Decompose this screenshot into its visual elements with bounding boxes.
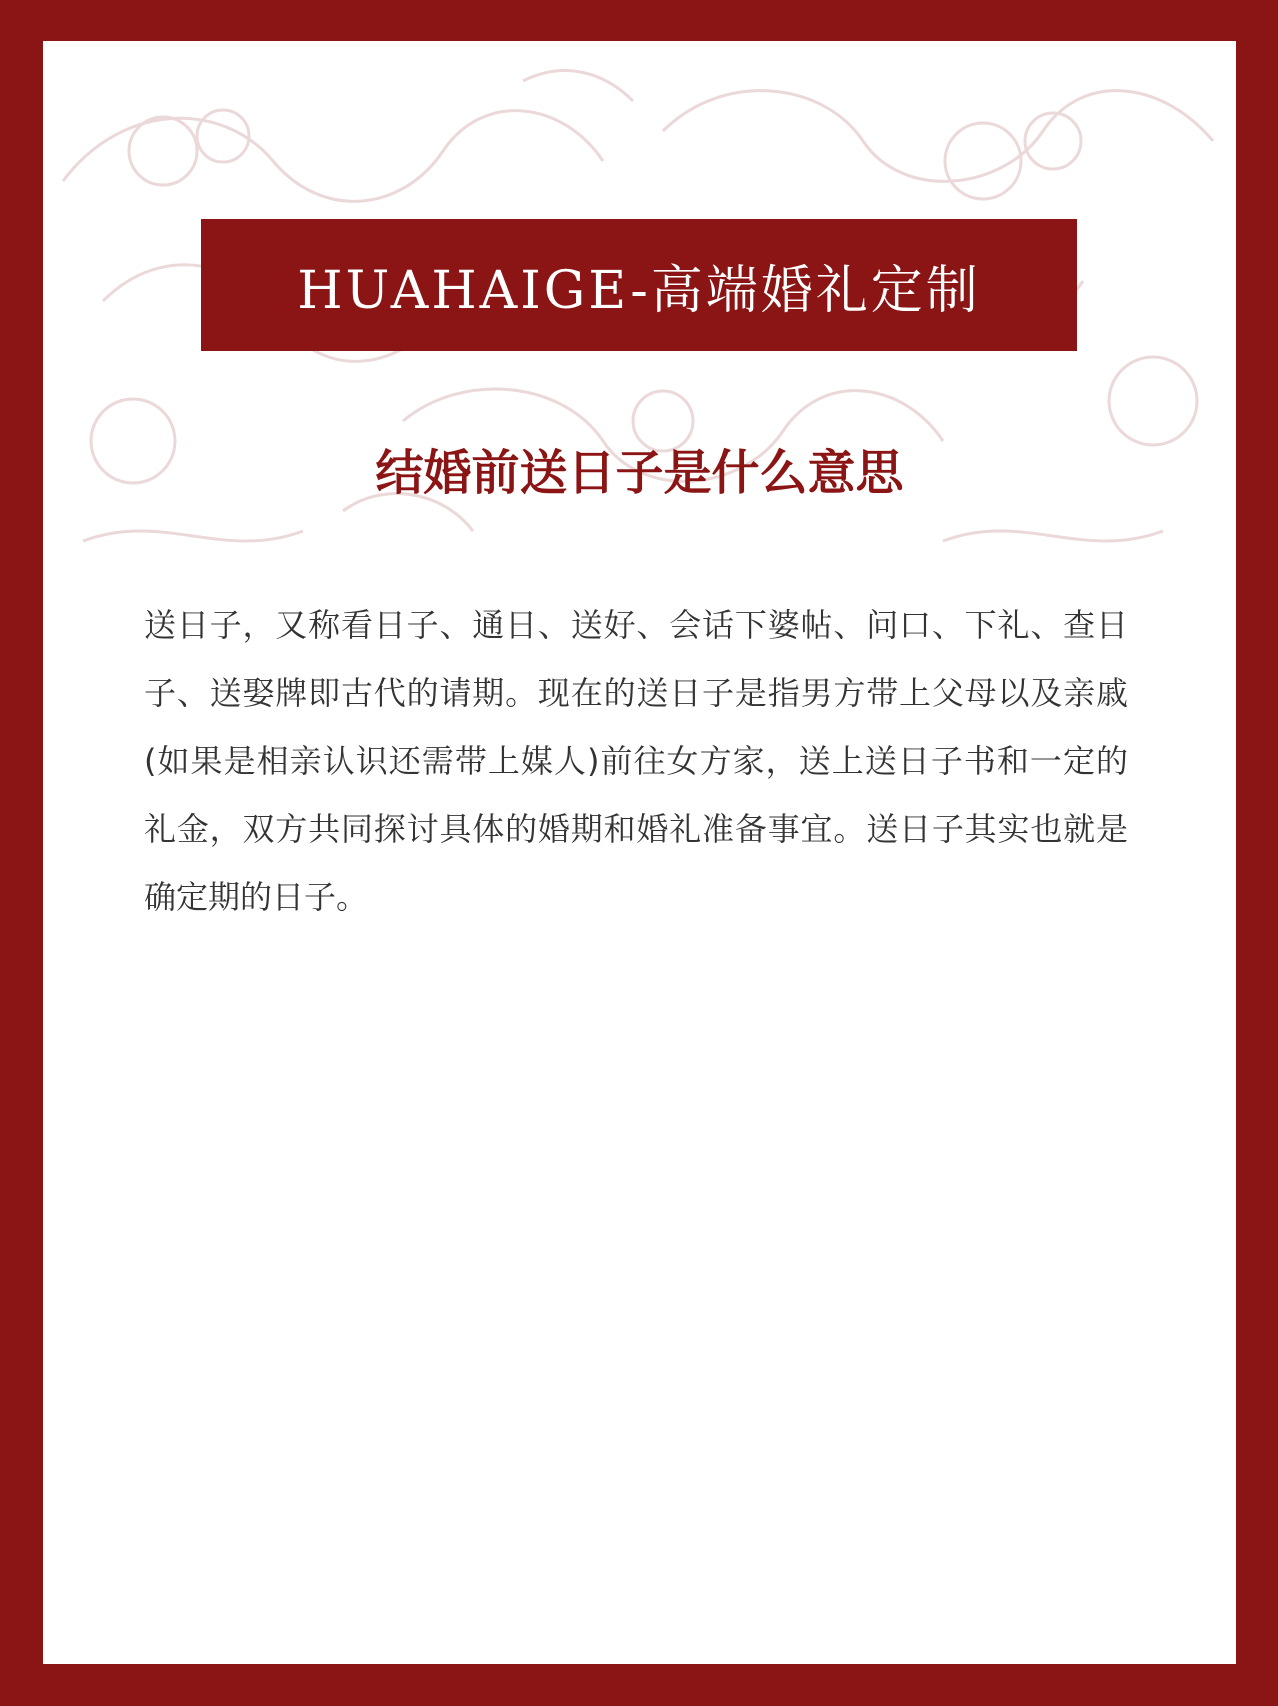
content-card [43,41,1236,1664]
article-title: 结婚前送日子是什么意思 [375,445,904,501]
brand-banner [201,219,1077,351]
article-body: 送日子，又称看日子、通日、送好、会话下婆帖、问口、下礼、查日子、送娶牌即古代的请期。现在的送日子是指男方带上父母以及亲戚(如果是相亲认识还需带上媒人)前往女方家，送上送日子书和一定的礼金，双方共同探讨具体的婚期和婚礼准备事宜。送日子其实也就是确定期的日子。 [144,606,1128,916]
brand-banner-text: HUAHAIGE-高端婚礼定制 [297,260,981,321]
